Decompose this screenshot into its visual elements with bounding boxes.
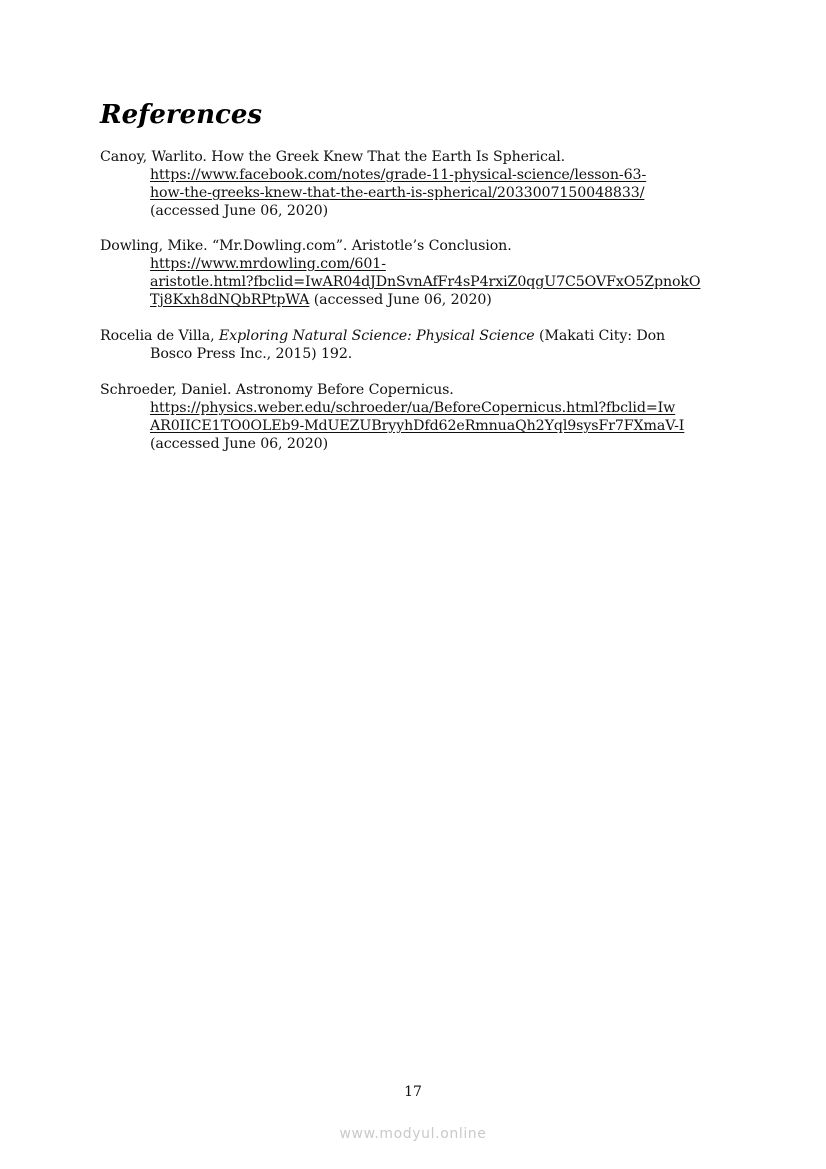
reference-citation: Schroeder, Daniel. Astronomy Before Copernicus.	[100, 382, 454, 398]
reference-link[interactable]: how-the-greeks-knew-that-the-earth-is-spherical/2033007150048833/	[150, 185, 645, 201]
page-number: 17	[404, 1084, 422, 1100]
reference-citation: Dowling, Mike. “Mr.Dowling.com”. Aristotle’s Conclusion.	[100, 238, 512, 254]
reference-entry-schroeder	[100, 381, 740, 453]
reference-publisher-cont: Bosco Press Inc., 2015) 192.	[150, 346, 353, 362]
reference-link[interactable]: https://physics.weber.edu/schroeder/ua/BeforeCopernicus.html?fbclid=Iw	[150, 400, 676, 416]
watermark: www.modyul.online	[339, 1126, 487, 1142]
reference-entry-canoy	[100, 148, 740, 220]
reference-accessed-date: (accessed June 06, 2020)	[313, 292, 492, 308]
reference-entry-dowling	[100, 237, 740, 309]
reference-entry-de-villa: Rocelia de Villa, Exploring Natural Science: Physical Science (Makati City: Don Bosco Press Inc., 2015) 192.	[100, 327, 740, 363]
reference-link[interactable]: AR0IICE1TO0OLEb9-MdUEZUBryyhDfd62eRmnuaQh2Yql9sysFr7FXmaV-I	[150, 418, 685, 434]
reference-link[interactable]: https://www.mrdowling.com/601-	[150, 256, 386, 272]
reference-link[interactable]: https://www.facebook.com/notes/grade-11-physical-science/lesson-63-	[150, 167, 647, 183]
reference-link[interactable]: Tj8Kxh8dNQbRPtpWA	[150, 292, 310, 308]
reference-link[interactable]: aristotle.html?fbclid=IwAR04dJDnSvnAfFr4sP4rxiZ0qgU7C5OVFxO5ZpnokO	[150, 274, 701, 290]
reference-book-title: Exploring Natural Science: Physical Science	[218, 328, 535, 344]
reference-citation: Canoy, Warlito. How the Greek Knew That the Earth Is Spherical.	[100, 149, 566, 165]
reference-accessed-date: (accessed June 06, 2020)	[150, 203, 329, 219]
reference-author: Rocelia de Villa	[100, 328, 211, 344]
page-title: References	[100, 100, 263, 130]
reference-publisher: (Makati City: Don	[539, 328, 666, 344]
reference-accessed-date: (accessed June 06, 2020)	[150, 436, 329, 452]
